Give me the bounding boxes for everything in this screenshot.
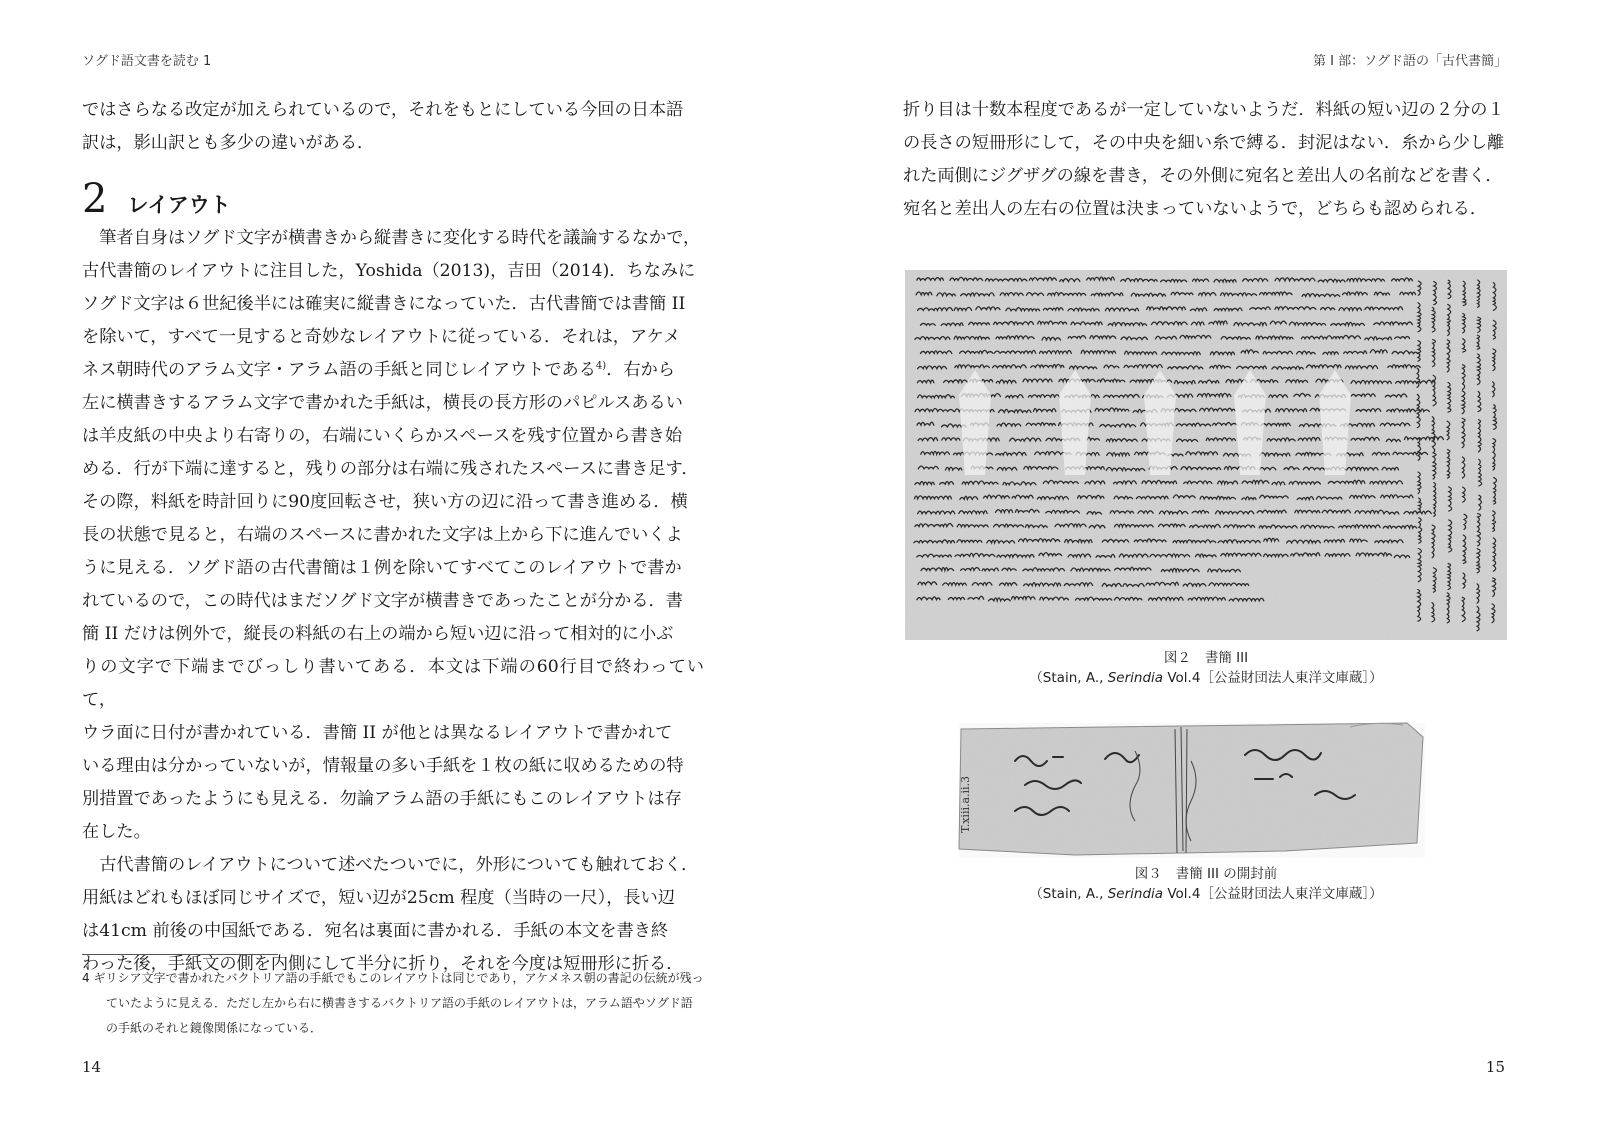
- footnote-divider: [82, 954, 278, 955]
- section-title: レイアウト: [127, 193, 231, 217]
- text-line: 宛名と差出人の左右の位置は決まっていないようで，どちらも認められる．: [903, 199, 1488, 219]
- running-head: 第 I 部：ソグド語の「古代書簡」: [1313, 54, 1507, 69]
- text-line: 古代書簡のレイアウトについて述べたついでに，外形についても触れておく．: [99, 855, 699, 875]
- text-line: の長さの短冊形にして，その中央を細い糸で縛る．封泥はない．糸から少し離: [903, 133, 1505, 153]
- text-line: わった後，手紙文の側を内側にして半分に折り，それを今度は短冊形に折る．: [82, 954, 684, 974]
- intro-paragraph: [82, 94, 704, 160]
- figure3-title-line: [905, 864, 1507, 884]
- footnote: 4 ギリシア文字で書かれたバクトリア語の手紙でもこのレイアウトは同じであり，アケメネス朝の書記の伝統が残っていたように見える．ただし左から右に横書きするバクトリア語の手紙のレイアウトは，アラム語やソグド語の手紙のそれと鏡像関係になっている．: [82, 971, 704, 1035]
- credit-text: （Stain, A.,: [1029, 670, 1108, 686]
- page-number: 15: [1485, 1058, 1505, 1076]
- section-heading: [82, 176, 231, 224]
- figure3-caption: [905, 864, 1507, 904]
- museum-tag-text: T.xiii.a.ii.3: [959, 775, 972, 833]
- paragraph-layout: [82, 222, 704, 981]
- text-line: 在した。: [82, 822, 151, 842]
- text-line: 訳は，影山訳とも多少の違いがある．: [82, 133, 375, 153]
- paragraph-folding: [903, 94, 1518, 226]
- figure2-title-line: [905, 648, 1507, 668]
- figure3-credit: [905, 884, 1507, 904]
- figure2-credit: [905, 668, 1507, 688]
- section-number: 2: [82, 176, 108, 222]
- letter-iii-photo: [905, 270, 1507, 640]
- text-line: 折り目は十数本程度であるが一定していないようだ．料紙の短い辺の２分の１: [903, 100, 1505, 120]
- text-line: いる理由は分かっていないが，情報量の多い手紙を１枚の紙に収めるための特: [82, 756, 684, 776]
- text-line: 長の状態で見ると，右端のスペースに書かれた文字は上から下に進んでいくよ: [82, 525, 683, 545]
- text-line: ウラ面に日付が書かれている．書簡 II が他とは異なるレイアウトで書かれて: [82, 723, 673, 743]
- right-page: [800, 0, 1600, 1135]
- text-line: うに見える．ソグド語の古代書簡は１例を除いてすべてこのレイアウトで書か: [82, 558, 682, 578]
- text-line: を除いて，すべて一見すると奇妙なレイアウトに従っている．それは，アケメ: [82, 327, 681, 347]
- figure2-title: 書簡 III: [1204, 650, 1249, 666]
- text-line: れているので，この時代はまだソグド文字が横書きであったことが分かる．書: [82, 591, 683, 611]
- text-line-part: ネス朝時代のアラム文字・アラム語の手紙と同じレイアウトである: [82, 360, 596, 380]
- footnote-ref: 4): [595, 360, 607, 372]
- text-line: は羊皮紙の中央より右寄りの，右端にいくらかスペースを残す位置から書き始: [82, 426, 683, 446]
- credit-italic: Serindia: [1107, 670, 1164, 686]
- credit-text: （Stain, A.,: [1029, 886, 1108, 902]
- text-line: れた両側にジグザグの線を書き，その外側に宛名と差出人の名前などを書く．: [903, 166, 1503, 186]
- page-number: 14: [82, 1058, 102, 1076]
- text-line: 簡 II だけは例外で，縦長の料紙の右上の端から短い辺に沿って相対的に小ぶ: [82, 624, 674, 644]
- folded-letter-photo: [955, 721, 1425, 858]
- text-line: [82, 354, 704, 387]
- figure3-label: 図３: [1134, 866, 1162, 882]
- text-line: 別措置であったようにも見える．勿論アラム語の手紙にもこのレイアウトは存: [82, 789, 682, 809]
- text-line-part: ．右から: [606, 360, 675, 380]
- figure2-caption: [905, 648, 1507, 688]
- text-line: 左に横書きするアラム文字で書かれた手紙は，横長の長方形のパピルスあるい: [82, 393, 683, 413]
- credit-italic: Serindia: [1107, 886, 1164, 902]
- figure2-label: 図２: [1163, 650, 1191, 666]
- text-line: その際，料紙を時計回りに90度回転させ，狭い方の辺に沿って書き進める．横: [82, 492, 688, 512]
- running-head: ソグド語文書を読む 1: [82, 54, 212, 69]
- credit-text: Vol.4［公益財団法人東洋文庫蔵］）: [1163, 670, 1383, 686]
- text-line: める．行が下端に達すると，残りの部分は右端に残されたスペースに書き足す．: [82, 459, 699, 479]
- text-line: は41cm 前後の中国紙である．宛名は裏面に書かれる．手紙の本文を書き終: [82, 921, 669, 941]
- text-line: 筆者自身はソグド文字が横書きから縦書きに変化する時代を議論するなかで，: [99, 228, 701, 248]
- text-line: 用紙はどれもほぼ同じサイズで，短い辺が25cm 程度（当時の一尺），長い辺: [82, 888, 675, 908]
- text-line: りの文字で下端までびっしり書いてある．本文は下端の60行目で終わっていて，: [82, 657, 704, 710]
- text-line: ソグド文字は６世紀後半には確実に縦書きになっていた．古代書簡では書簡 II: [82, 294, 686, 314]
- text-line: 古代書簡のレイアウトに注目した，Yoshida（2013)，吉田（2014)．ちなみに: [82, 261, 696, 281]
- figure3-title: 書簡 III の開封前: [1175, 866, 1278, 882]
- credit-text: Vol.4［公益財団法人東洋文庫蔵］）: [1163, 886, 1383, 902]
- text-line: ではさらなる改定が加えられているので，それをもとにしている今回の日本語: [82, 100, 684, 120]
